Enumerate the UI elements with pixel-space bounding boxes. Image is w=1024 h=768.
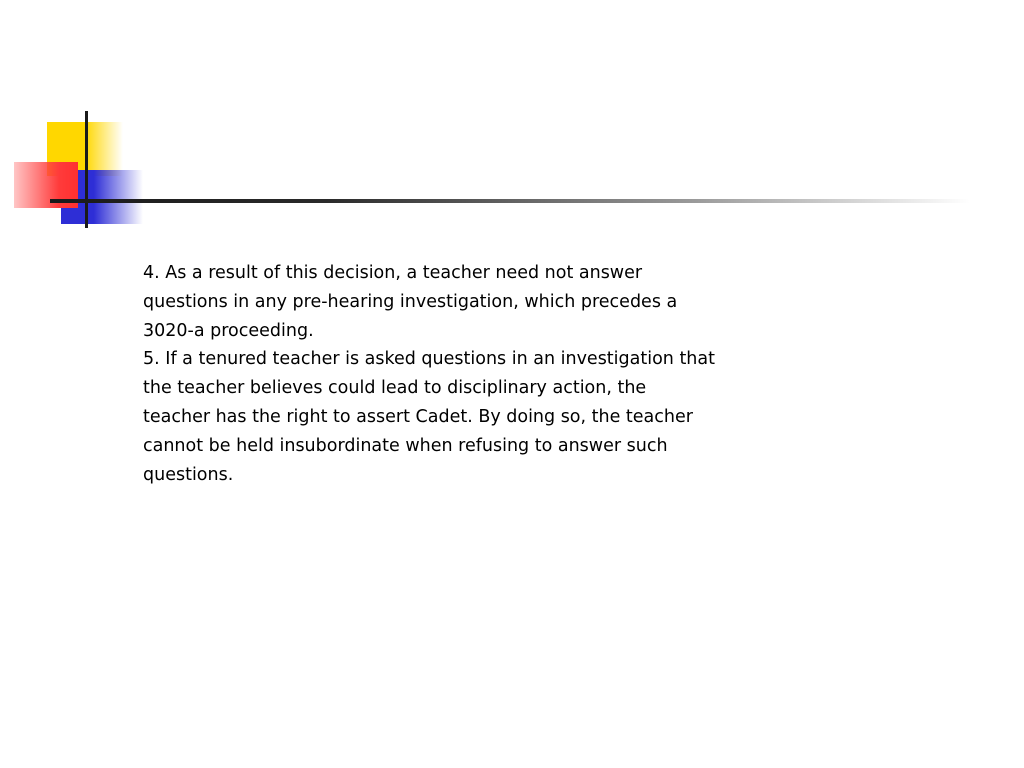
point-number: 4.: [143, 263, 160, 283]
point-number: 5.: [143, 349, 160, 370]
point-line: 3020-a proceeding.: [143, 320, 314, 341]
point-line: the teacher believes could lead to disciplinary action, the: [143, 378, 647, 399]
point-line: [143, 259, 743, 288]
point-4: [143, 259, 743, 345]
slide-body: [143, 259, 743, 489]
decorative-horizontal-line: [50, 199, 970, 203]
decorative-vertical-line: [85, 111, 88, 228]
point-line: [143, 345, 743, 374]
point-line: teacher has the right to assert Cadet. By doing so, the teacher: [143, 406, 693, 427]
point-line: questions in any pre-hearing investigation, which precedes a: [143, 291, 678, 312]
point-5: [143, 345, 743, 489]
point-text: If a tenured teacher is asked questions in an investigation that: [165, 349, 715, 370]
point-line: cannot be held insubordinate when refusing to answer such: [143, 435, 668, 456]
point-line: questions.: [143, 464, 234, 485]
point-text: As a result of this decision, a teacher need not answer: [165, 263, 643, 283]
